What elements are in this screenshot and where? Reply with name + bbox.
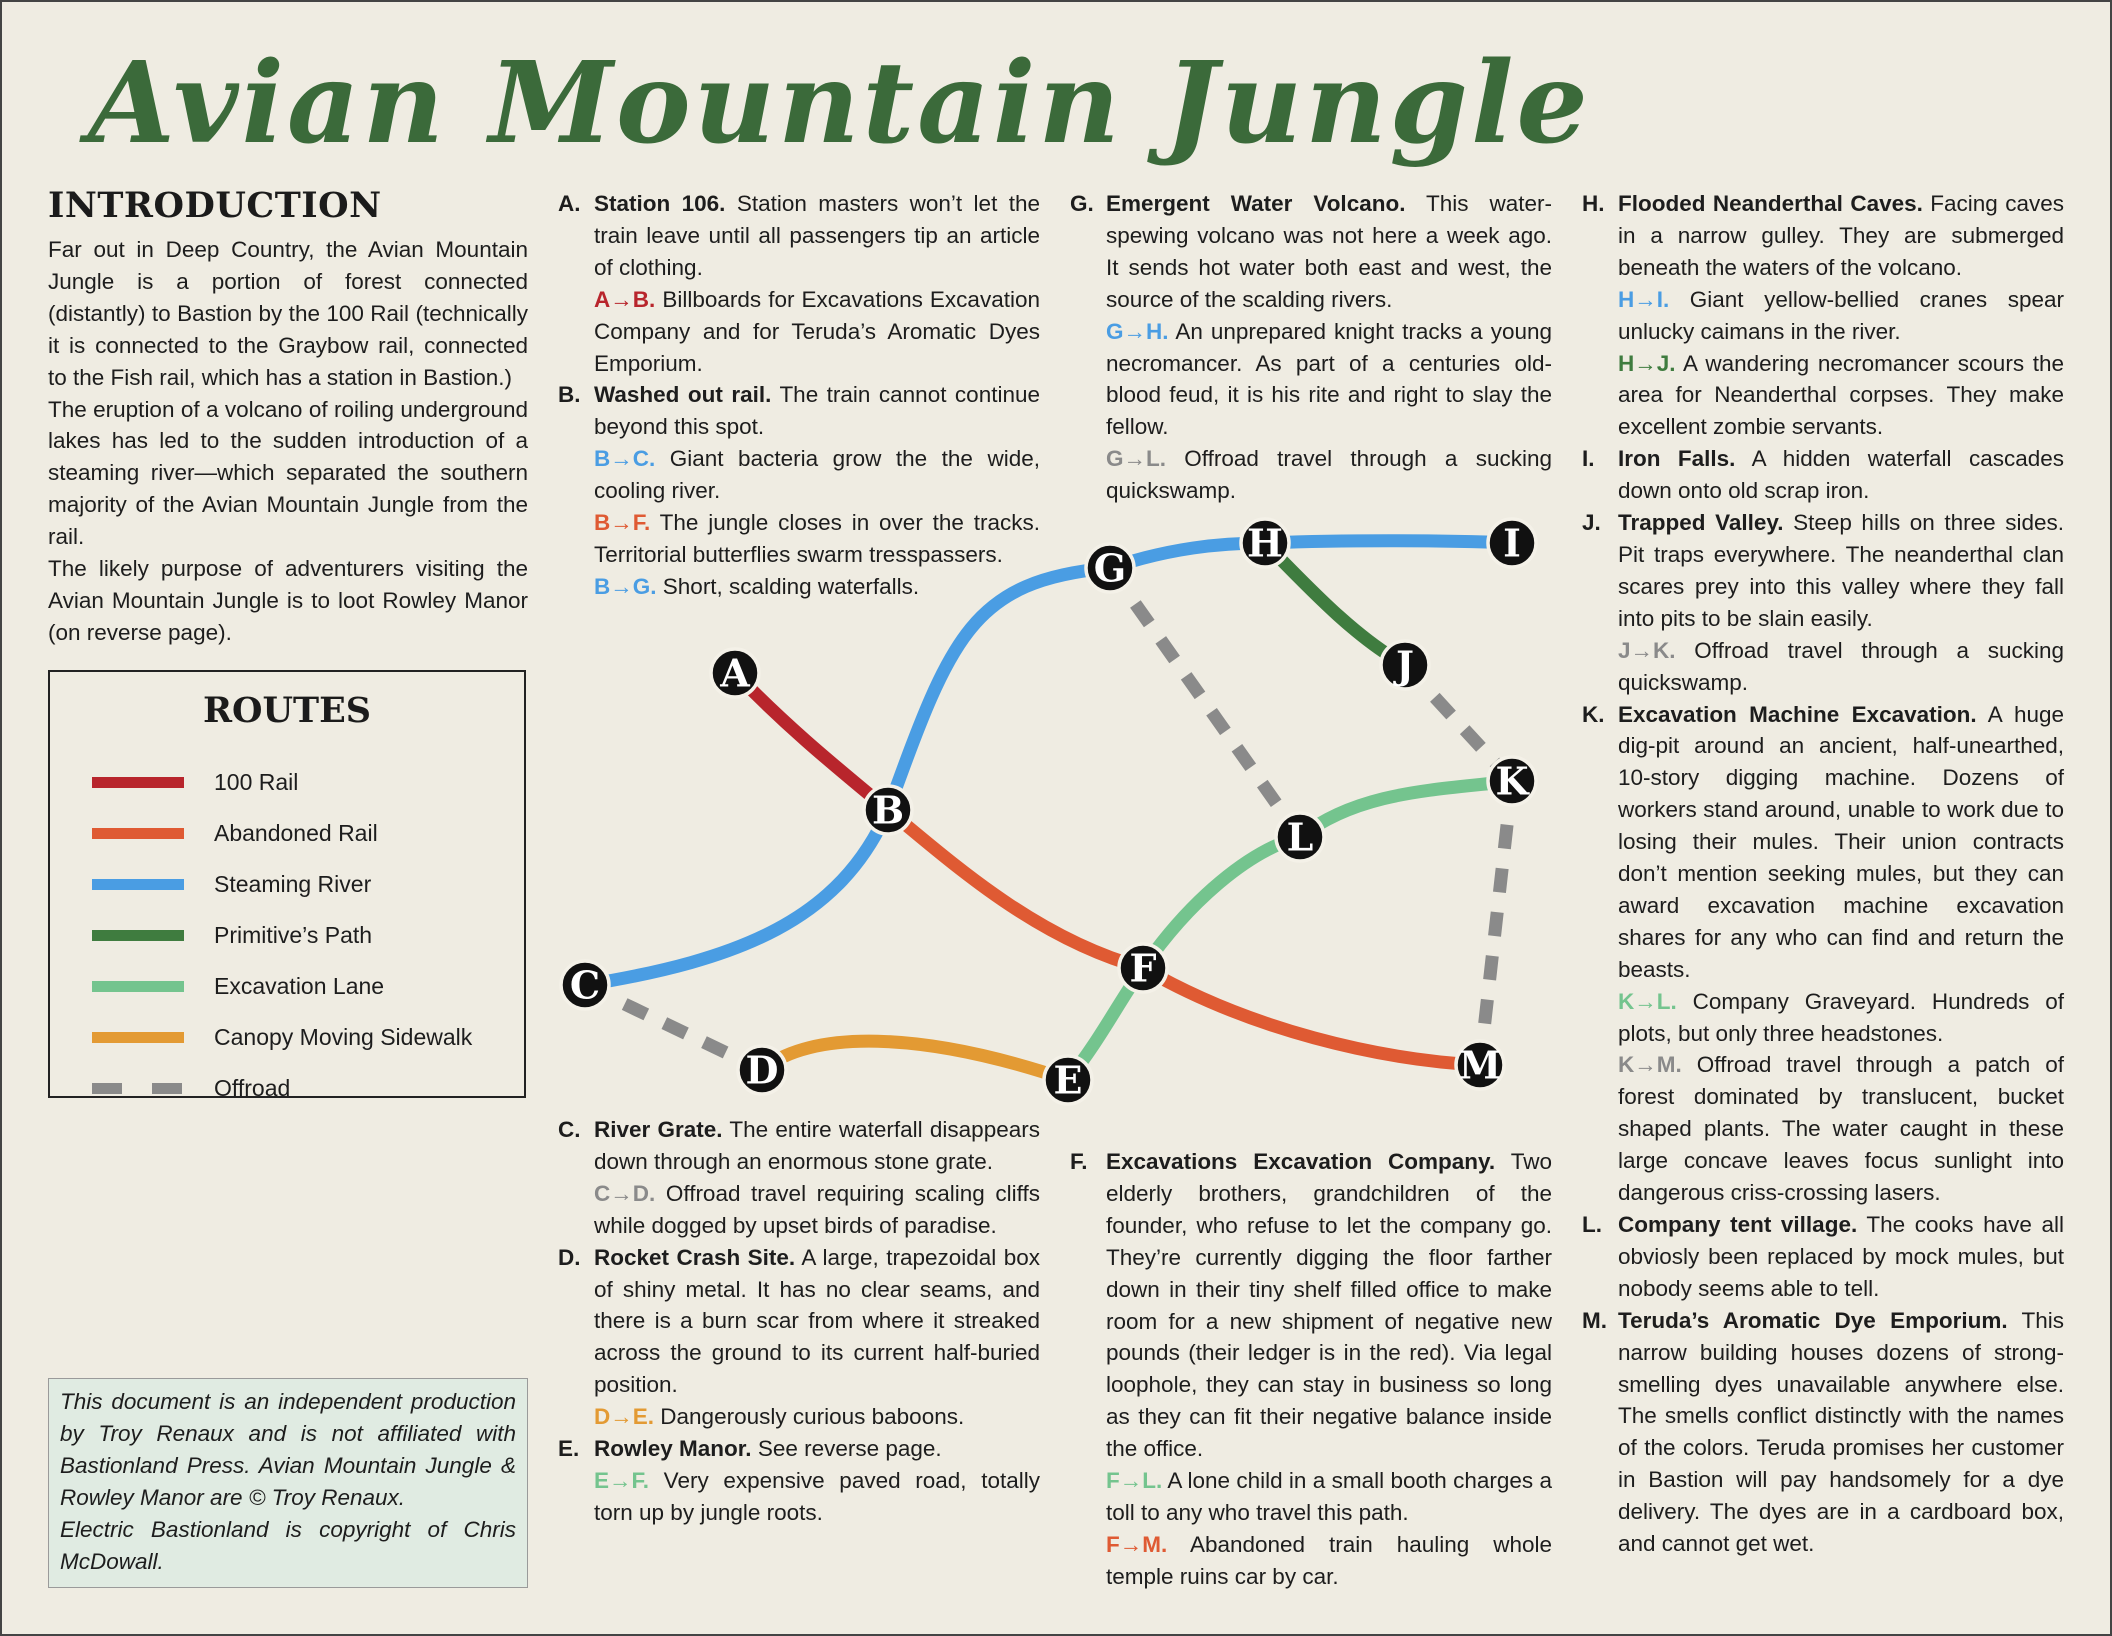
location-text: Two elderly brothers, grandchildren of the founder, who refuse to let the company go. They’re currently digging the floor farther down in their tiny shelf filled office to make room for a new shipment of negative new pounds (their ledger is in the red). Via legal loophole, they can stay in business so long as they can fit their negative balance inside the office.	[1106, 1149, 1552, 1462]
location-name: Excavations Excavation Company.	[1106, 1149, 1496, 1174]
location-letter: F.	[1070, 1149, 1088, 1174]
route-text: Offroad travel requiring scaling cliffs while dogged by upset birds of paradise.	[594, 1180, 1040, 1238]
route-f-m	[1143, 968, 1480, 1065]
location-name: Teruda’s Aromatic Dye Emporium.	[1618, 1307, 2008, 1333]
map-node-k	[1488, 757, 1536, 805]
location-text: This water-spewing volcano was not here a week ago. It sends hot water both east and west, the source of the scalding rivers.	[1106, 191, 1552, 312]
map-node-label: B	[871, 787, 905, 833]
location-name: Flooded Neanderthal Caves.	[1618, 191, 1923, 216]
legend-label: Primitive’s Path	[214, 921, 373, 948]
route-code: E→F.	[594, 1467, 650, 1493]
route-a-b	[735, 673, 888, 810]
location-letter: L.	[1582, 1212, 1602, 1237]
location-letter: H.	[1582, 191, 1605, 216]
route-b-c	[585, 810, 888, 985]
route-d-e	[762, 1041, 1068, 1080]
route-code: B→G.	[594, 573, 657, 599]
route-b-g	[888, 568, 1110, 810]
map-node-d	[738, 1046, 786, 1094]
map-node-label: C	[569, 962, 601, 1008]
location-letter: I.	[1582, 446, 1595, 472]
route-text: A wandering necromancer scours the area for Neanderthal corpses. They make excellent zombie servants.	[1618, 350, 2064, 440]
location-letter: G.	[1070, 191, 1094, 216]
location-letter: E.	[558, 1436, 580, 1462]
route-c-d	[585, 985, 762, 1070]
map-node-g	[1086, 544, 1134, 592]
route-code: F→L.	[1106, 1468, 1163, 1494]
location-name: Station 106.	[594, 191, 726, 216]
route-text: An unprepared knight tracks a young necromancer. As part of a centuries old-blood feud, it is his rite and right to slay the fellow.	[1106, 318, 1553, 440]
map-node-h	[1241, 519, 1289, 567]
location-text: The entire waterfall disappears down through an enormous stone grate.	[594, 1117, 1040, 1174]
route-code: D→E.	[594, 1404, 655, 1430]
introduction-heading: INTRODUCTION	[48, 185, 382, 226]
legend-label: Excavation Lane	[214, 972, 385, 999]
location-text: See reverse page.	[757, 1436, 942, 1462]
route-code: K→L.	[1618, 988, 1677, 1014]
location-letter: J.	[1582, 510, 1601, 536]
location-letter: B.	[558, 382, 581, 408]
location-text: The cooks have all obviosly been replaced by mock mules, but nobody seems able to tell.	[1618, 1212, 2064, 1301]
introduction-paragraph: Far out in Deep Country, the Avian Mountain Jungle is a portion of forest connected (distantly) to Bastion by the 100 Rail (technically it is connected to the Graybow rail, connected to the Fish rail, which has a station in Bastion.)	[48, 237, 528, 390]
map-node-label: J	[1396, 642, 1414, 688]
route-text: Billboards for Excavations Excavation Company and for Teruda’s Aromatic Dyes Emporium.	[594, 286, 1040, 376]
route-text: Giant bacteria grow the the wide, cooling river.	[594, 446, 1040, 504]
map-node-j	[1381, 641, 1429, 689]
route-code: H→J.	[1618, 350, 1676, 376]
location-name: Excavation Machine Excavation.	[1618, 701, 1977, 727]
route-g-l	[1110, 568, 1300, 837]
map-node-b	[864, 786, 912, 834]
route-code: K→M.	[1618, 1052, 1682, 1078]
map-node-label: G	[1093, 545, 1127, 591]
route-code: F→M.	[1106, 1531, 1168, 1557]
route-text: Offroad travel through a sucking quickswamp.	[1106, 446, 1552, 504]
location-text: A large, trapezoidal box of shiny metal. It has no clear seams, and there is a burn scar from where it streaked across the ground to its current half-buried position.	[594, 1244, 1040, 1398]
route-text: Company Graveyard. Hundreds of plots, but only three headstones.	[1618, 988, 2064, 1046]
route-text: Dangerously curious baboons.	[660, 1404, 965, 1430]
location-text: Station masters won’t let the train leave until all passengers tip an article of clothing.	[594, 191, 1040, 280]
route-text: Offroad travel through a sucking quickswamp.	[1618, 637, 2064, 695]
route-k-m	[1480, 781, 1512, 1065]
map-node-label: F	[1129, 945, 1157, 991]
route-code: B→F.	[594, 510, 651, 536]
location-name: Iron Falls.	[1618, 446, 1736, 472]
location-text: The train cannot continue beyond this spot.	[594, 382, 1040, 440]
location-name: Rocket Crash Site.	[594, 1244, 796, 1270]
route-text: Abandoned train hauling whole temple ruins car by car.	[1106, 1531, 1552, 1589]
map-node-a	[711, 649, 759, 697]
location-letter: K.	[1582, 701, 1605, 727]
routes-heading: ROUTES	[202, 690, 372, 731]
map-node-label: A	[720, 650, 750, 696]
location-name: Emergent Water Volcano.	[1106, 191, 1406, 216]
legend-label: Steaming River	[214, 870, 372, 897]
map-node-label: M	[1458, 1042, 1502, 1088]
legend-label: Offroad	[214, 1074, 291, 1101]
route-l-k	[1300, 781, 1512, 837]
route-text: Giant yellow-bellied cranes spear unlucky caimans in the river.	[1618, 286, 2064, 344]
location-letter: M.	[1582, 1307, 1607, 1333]
map-node-c	[561, 961, 609, 1009]
route-text: A lone child in a small booth charges a toll to any who travel this path.	[1106, 1468, 1552, 1525]
route-text: The jungle closes in over the tracks. Territorial butterflies swarm tresspassers.	[594, 510, 1040, 567]
route-h-i	[1265, 541, 1512, 543]
map-node-l	[1276, 813, 1324, 861]
route-text: Offroad travel through a patch of forest dominated by translucent, bucket shaped plants. The water caught in these large concave leaves focus sunlight into dangerous criss-crossing lasers.	[1618, 1052, 2064, 1206]
route-code: G→L.	[1106, 446, 1166, 472]
location-text: Facing caves in a narrow gulley. They are submerged beneath the waters of the volcano.	[1618, 191, 2064, 280]
disclaimer-text: Electric Bastionland is copyright of Chris McDowall.	[60, 1517, 516, 1574]
page-title: Avian Mountain Jungle	[88, 38, 1591, 169]
route-b-f	[888, 810, 1143, 968]
location-text: A huge dig-pit around an ancient, half-unearthed, 10-story digging machine. Dozens of workers stand around, unable to work due to losing their mules. Their union contracts don’t mention seeking mules, but they can award excavation machine excavation shares for any who can find and return the beasts.	[1618, 701, 2064, 982]
introduction-paragraph: The eruption of a volcano of roiling underground lakes has led to the sudden introduction of a steaming river—which separated the southern majority of the Avian Mountain Jungle from the rail.	[48, 396, 528, 550]
route-text: Very expensive paved road, totally torn up by jungle roots.	[594, 1467, 1040, 1525]
route-code: A→B.	[594, 286, 656, 312]
location-text: Steep hills on three sides. Pit traps everywhere. The neanderthal clan scares prey into this valley where they fall into pits to be slain easily.	[1618, 510, 2064, 631]
map-node-m	[1456, 1041, 1504, 1089]
map-node-label: L	[1286, 814, 1314, 860]
location-text: A hidden waterfall cascades down onto old scrap iron.	[1618, 446, 2064, 504]
introduction-paragraph: The likely purpose of adventurers visiting the Avian Mountain Jungle is to loot Rowley Manor (on reverse page).	[48, 556, 528, 645]
map-node-label: E	[1053, 1057, 1083, 1103]
legend-label: Canopy Moving Sidewalk	[214, 1023, 473, 1050]
route-f-l	[1143, 837, 1300, 968]
map-node-label: I	[1503, 520, 1521, 566]
location-name: Rowley Manor.	[594, 1436, 752, 1462]
route-h-j	[1265, 543, 1405, 665]
route-code: B→C.	[594, 446, 656, 472]
map-node-label: D	[745, 1047, 779, 1093]
map-node-e	[1044, 1056, 1092, 1104]
location-name: River Grate.	[594, 1117, 723, 1142]
legend-label: 100 Rail	[214, 768, 299, 795]
location-letter: A.	[558, 191, 581, 216]
map-node-i	[1488, 519, 1536, 567]
location-letter: D.	[558, 1244, 581, 1270]
legend-label: Abandoned Rail	[214, 819, 378, 846]
map-node-label: K	[1495, 758, 1529, 804]
location-name: Washed out rail.	[594, 382, 772, 408]
location-name: Company tent village.	[1618, 1212, 1858, 1237]
route-code: G→H.	[1106, 318, 1169, 344]
route-code: C→D.	[594, 1180, 656, 1206]
route-code: J→K.	[1618, 637, 1676, 663]
route-code: H→I.	[1618, 286, 1670, 312]
route-text: Short, scalding waterfalls.	[662, 573, 920, 599]
map-node-f	[1119, 944, 1167, 992]
location-text: This narrow building houses dozens of strong-smelling dyes unavailable anywhere else. The smells conflict distinctly with the names of the colors. Teruda promises her customer in Bastion will pay handsomely for a dye delivery. The dyes are in a cardboard box, and cannot get wet.	[1618, 1307, 2064, 1557]
disclaimer-text: This document is an independent production by Troy Renaux and is not affiliated with Bastionland Press. Avian Mountain Jungle & Rowley Manor are © Troy Renaux.	[60, 1389, 516, 1510]
map-node-label: H	[1247, 520, 1283, 566]
location-letter: C.	[558, 1117, 581, 1142]
location-name: Trapped Valley.	[1618, 510, 1784, 536]
